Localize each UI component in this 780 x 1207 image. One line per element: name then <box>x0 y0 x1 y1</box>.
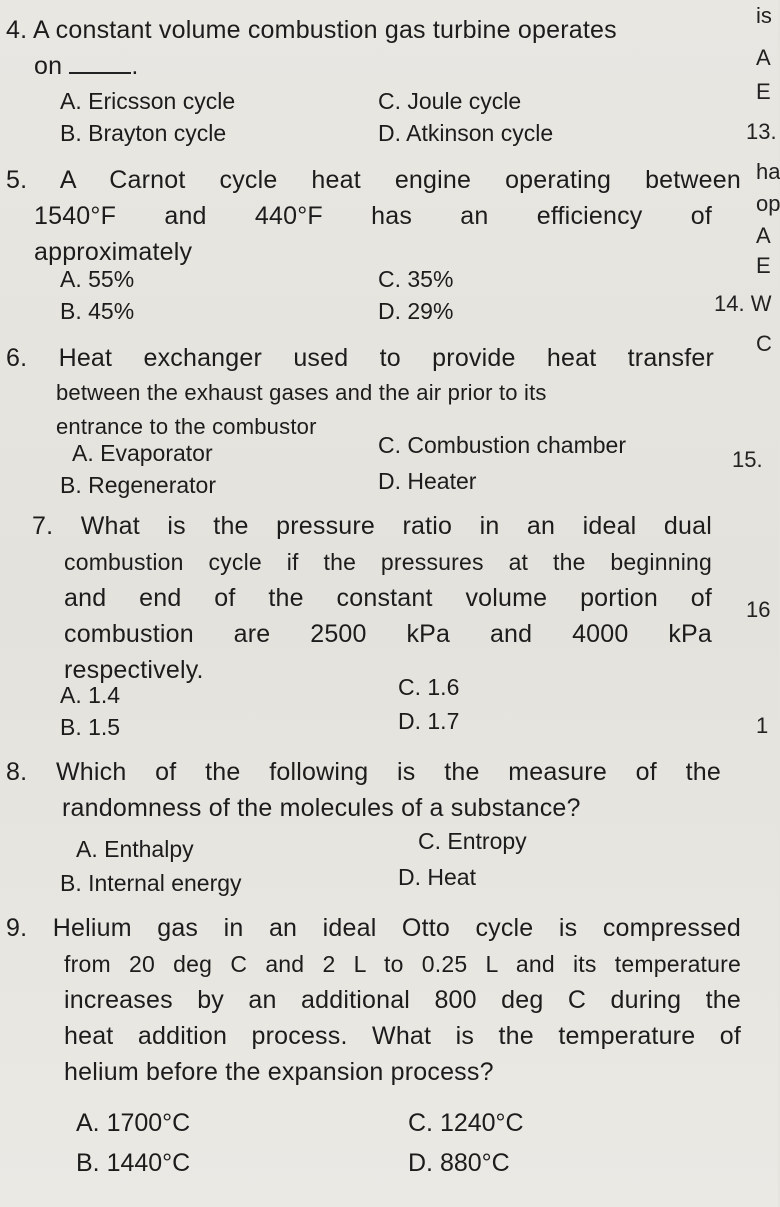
question-text-line: increases by an additional 800 deg C during the <box>64 986 741 1014</box>
option-b: B. 1440°C <box>76 1149 191 1177</box>
question-text-line: entrance to the combustor <box>56 414 317 439</box>
question-text-line: helium before the expansion process? <box>64 1058 494 1086</box>
option-a: A. 1700°C <box>76 1109 191 1137</box>
question-text-line: A Carnot cycle heat engine operating between <box>59 166 741 194</box>
question-text-line: heat addition process. What is the temperature of <box>64 1022 741 1050</box>
fragment-text: 16 <box>746 597 771 622</box>
question-text-line: 1540°F and 440°F has an efficiency of <box>34 202 712 230</box>
question-text-line: Which of the following is the measure of the <box>55 758 721 786</box>
question-text-line: between the exhaust gases and the air prior to its <box>56 380 547 405</box>
option-d: D. Atkinson cycle <box>378 120 554 146</box>
option-b: B. Regenerator <box>60 472 216 498</box>
answer-blank <box>69 52 131 74</box>
fragment-text: ha <box>756 159 780 184</box>
question-text-line: combustion cycle if the pressures at the beginning <box>64 549 712 575</box>
question-number: 9. <box>6 914 28 942</box>
question-text-line: and end of the constant volume portion of <box>64 584 712 612</box>
option-a: A. Enthalpy <box>76 836 194 862</box>
option-a: A. Ericsson cycle <box>60 88 236 114</box>
fragment-text: 1 <box>756 713 769 738</box>
option-c: C. 1240°C <box>408 1109 524 1137</box>
fragment-text: A <box>756 223 771 248</box>
fragment-text: C <box>756 331 772 356</box>
option-c: C. 1.6 <box>398 674 460 700</box>
question-6 <box>6 340 741 444</box>
question-text-line: Helium gas in an ideal Otto cycle is compressed <box>52 914 741 942</box>
question-text-line: randomness of the molecules of a substance? <box>62 794 581 822</box>
question-4: 4. A constant volume combustion gas turbine operates on . <box>6 16 617 80</box>
option-a: A. 1.4 <box>60 682 121 708</box>
option-c: C. Combustion chamber <box>378 432 626 458</box>
option-c: C. Entropy <box>418 828 527 854</box>
fragment-text: A <box>756 45 771 70</box>
adjacent-column-fragments <box>714 0 780 1207</box>
question-number: 5. <box>6 166 28 194</box>
question-9 <box>6 910 741 1090</box>
option-a: A. Evaporator <box>72 440 213 466</box>
option-c: C. Joule cycle <box>378 88 522 114</box>
fragment-text: E <box>756 79 771 104</box>
option-d: D. 1.7 <box>398 708 460 734</box>
question-7 <box>6 508 712 688</box>
fragment-text: 13. <box>746 119 777 144</box>
fragment-text: is <box>756 3 772 28</box>
option-d: D. 880°C <box>408 1149 510 1177</box>
question-number: 8. <box>6 758 28 786</box>
option-d: D. Heater <box>378 468 477 494</box>
question-text-line: on <box>34 52 63 80</box>
question-number: 4. <box>6 16 28 44</box>
question-text-line: What is the pressure ratio in an ideal dual <box>80 512 712 540</box>
question-number: 7. <box>32 512 54 540</box>
option-d: D. Heat <box>398 864 476 890</box>
fragment-text: op <box>756 191 780 216</box>
option-a: A. 55% <box>60 266 135 292</box>
question-text-line: Heat exchanger used to provide heat transfer <box>58 344 714 372</box>
option-d: D. 29% <box>378 298 454 324</box>
question-text-line: A constant volume combustion gas turbine operates <box>33 16 617 44</box>
question-text-line: combustion are 2500 kPa and 4000 kPa <box>64 620 712 648</box>
option-b: B. Internal energy <box>60 870 242 896</box>
option-b: B. Brayton cycle <box>60 120 227 146</box>
question-5 <box>6 162 741 270</box>
option-b: B. 1.5 <box>60 714 121 740</box>
question-text-line: approximately <box>34 238 193 266</box>
question-number: 6. <box>6 344 28 372</box>
fragment-text: 15. <box>732 447 763 472</box>
fragment-text: E <box>756 253 771 278</box>
question-text-line: respectively. <box>64 656 204 684</box>
fragment-text: 14. W <box>714 291 772 316</box>
question-text-line: from 20 deg C and 2 L to 0.25 L and its temperature <box>64 951 741 977</box>
question-8 <box>6 754 721 826</box>
option-b: B. 45% <box>60 298 135 324</box>
option-c: C. 35% <box>378 266 454 292</box>
